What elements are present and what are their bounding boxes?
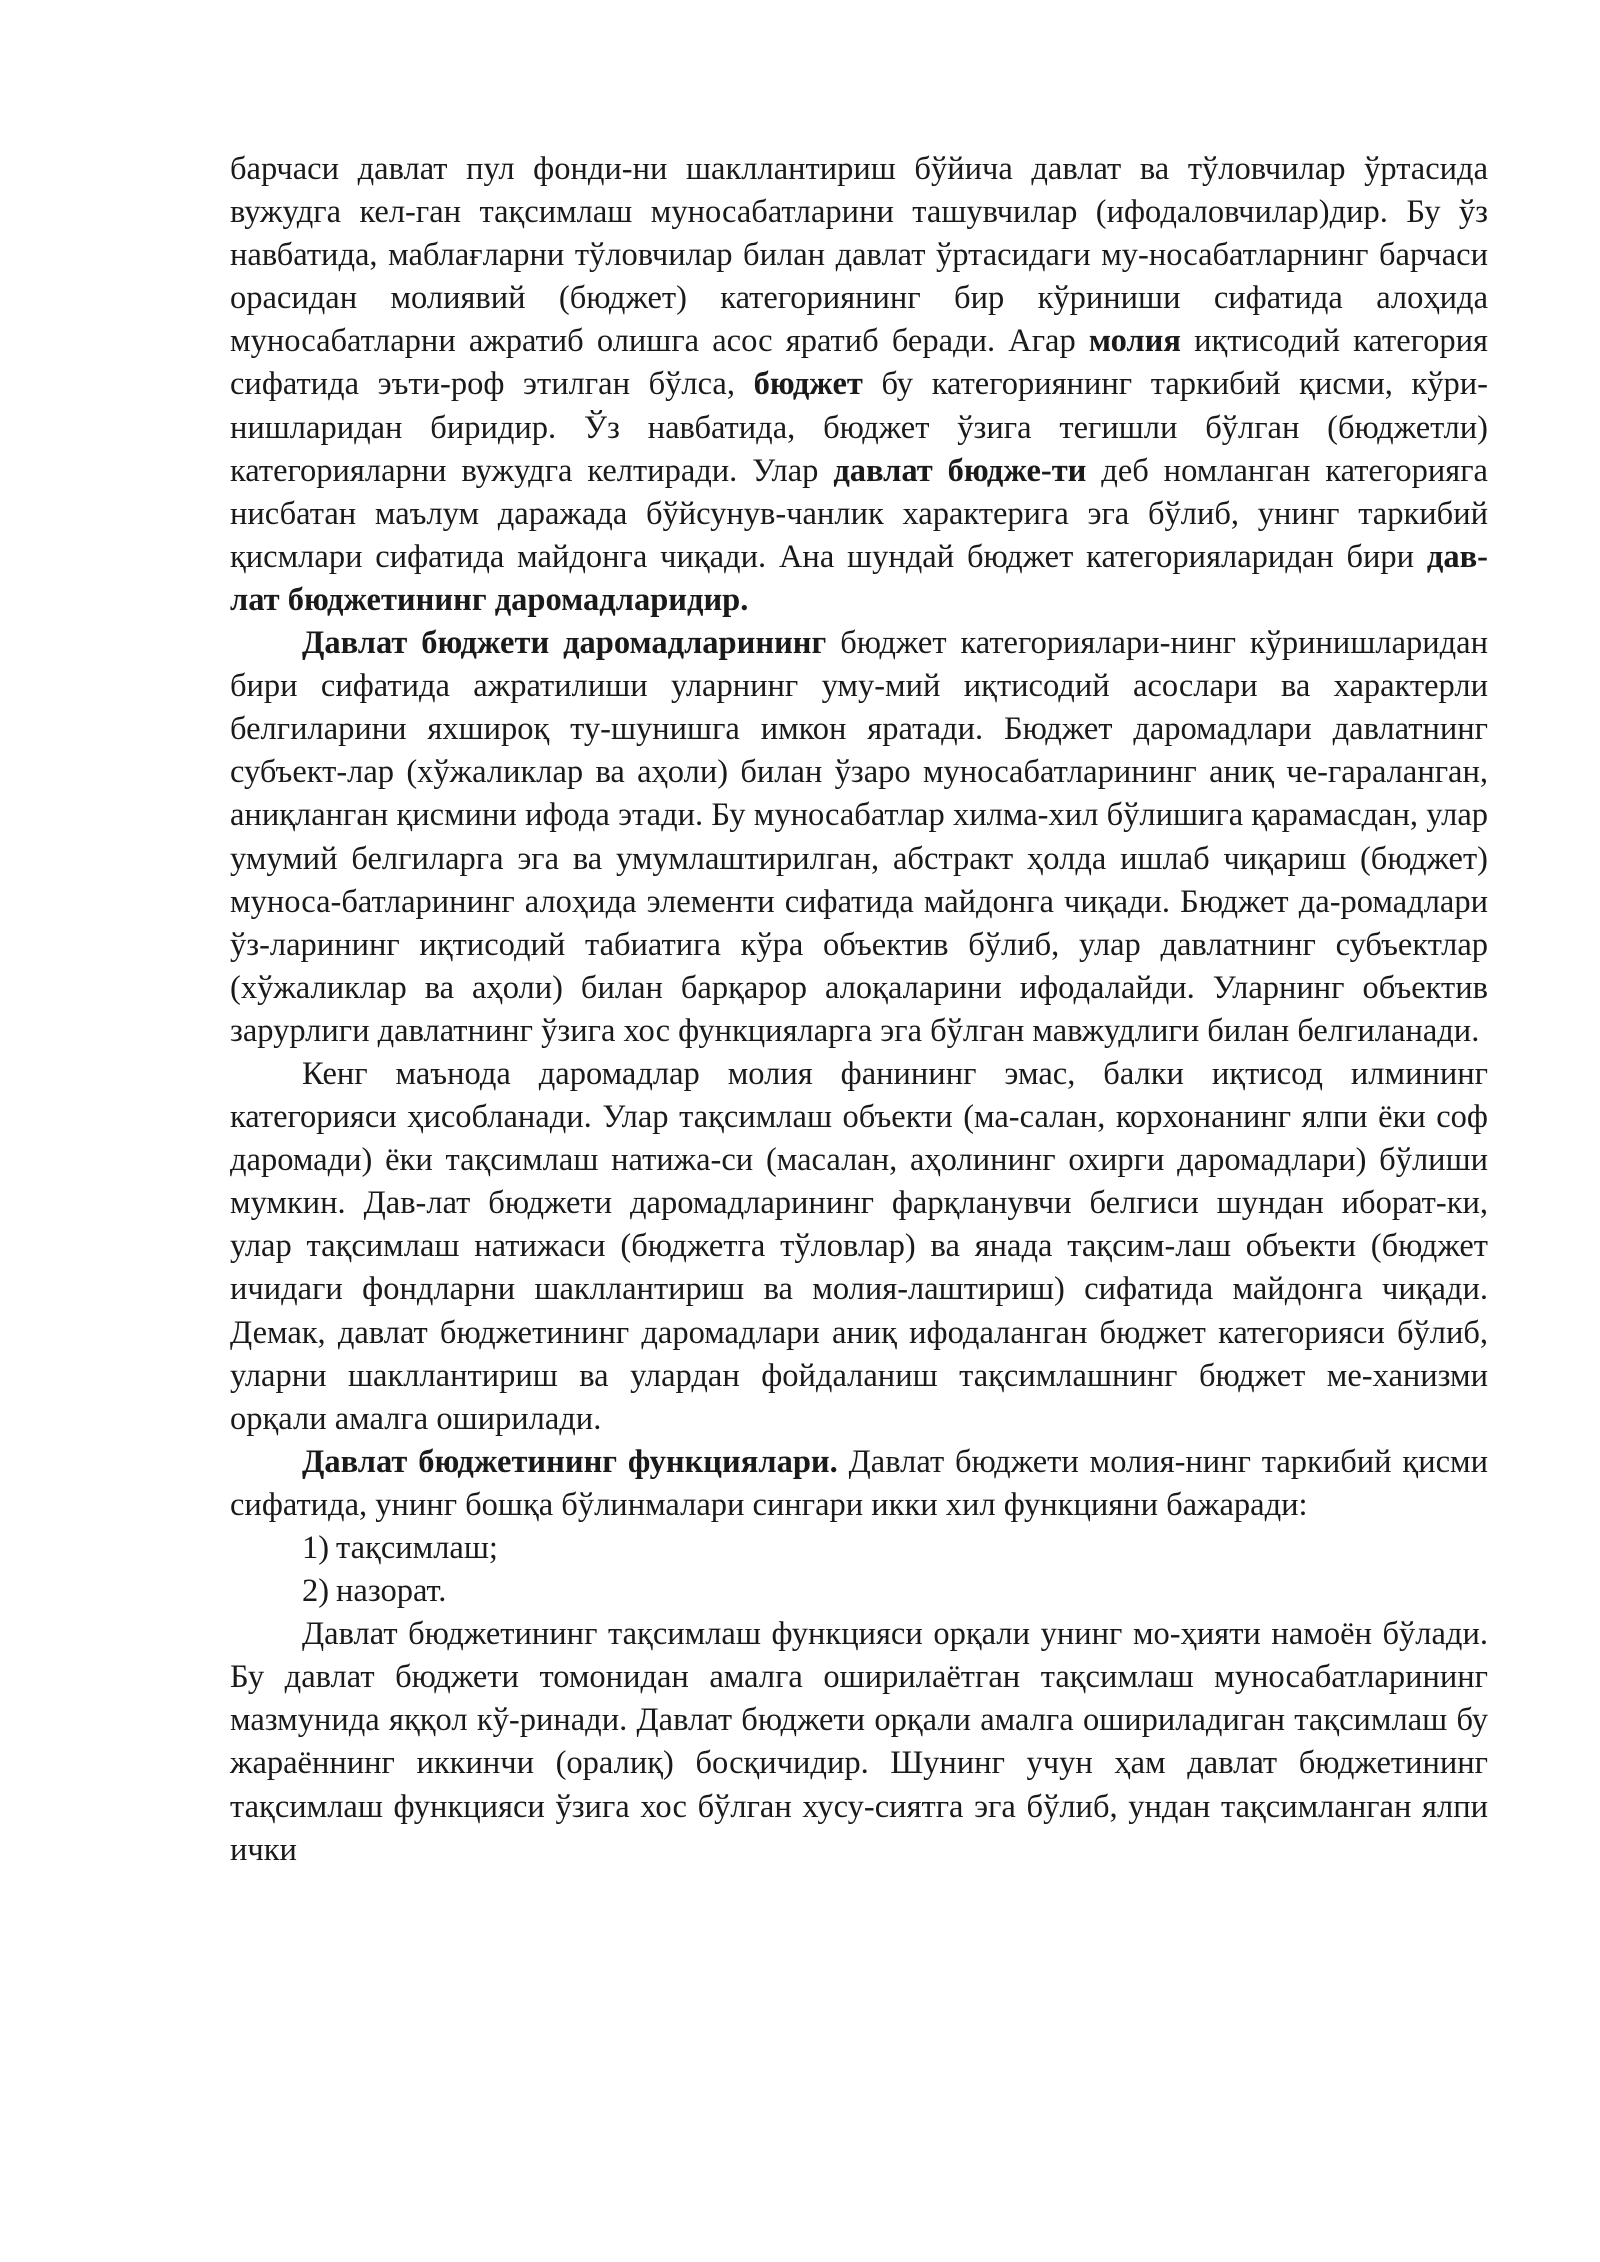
text-run: Давлат бюджетининг тақсимлаш функцияси орқали унинг мо-ҳияти намоён бўлади. Бу давлат бюджети томонидан амалга оширилаётган тақсимлаш муносабатларининг мазмунида яққол кў-ринади. Давлат бюджети орқали амалга ошириладиган тақсимлаш бу жараённинг иккинчи (оралиқ) босқичидир. Шунинг учун ҳам давлат бюджетининг тақсимлаш функцияси ўзига хос бўлган хусу-сиятга эга бўлиб, ундан тақсимланган ялпи ички <box>230 1616 1488 1868</box>
paragraph-3 <box>230 1053 1488 1441</box>
text-run: иқтисодий категория сифатида эъти-роф этилган бўлса, <box>230 323 1489 403</box>
bold-term-davlat-byudjeti: давлат бюдже-ти <box>833 452 1087 489</box>
list-item-number: 2) <box>302 1573 330 1610</box>
text-run: деб номланган категорияга нисбатан маълум даражада бўйсунув-чанлик характерига эга бўлиб, унинг таркибий қисмлари сифатида майдонга чиқади. Ана шундай бюджет категорияларидан бири <box>230 452 1488 575</box>
list-item-text: назорат. <box>336 1573 447 1610</box>
function-list <box>230 1527 1488 1613</box>
paragraph-5 <box>230 1613 1488 1872</box>
list-item <box>230 1527 1488 1570</box>
paragraph-1 <box>230 148 1488 622</box>
bold-heading-daromadlar: Давлат бюджети даромадларининг <box>302 625 827 662</box>
bold-term-moliya: молия <box>1088 323 1181 360</box>
bold-term-byudjet: бюджет <box>753 366 863 403</box>
text-run: Кенг маънода даромадлар молия фанининг эмас, балки иқтисод илмининг категорияси ҳисобланади. Улар тақсимлаш объекти (ма-салан, корхонанинг ялпи ёки соф даромади) ёки тақсимлаш натижа-си (масалан, аҳолининг охирги даромадлари) бўлиши мумкин. Дав-лат бюджети даромадларининг фарқланувчи белгиси шундан иборат-ки, улар тақсимлаш натижаси (бюджетга тўловлар) ва янада тақсим-лаш объекти (бюджет ичидаги фондларни шакллантириш ва молия-лаштириш) сифатида майдонга чиқади. Демак, давлат бюджетининг даромадлари аниқ ифодаланган бюджет категорияси бўлиб, уларни шакллантириш ва улардан фойдаланиш тақсимлашнинг бюджет ме-ханизми орқали амалга оширилади. <box>230 1055 1488 1437</box>
text-run: бу категориянинг таркибий қисми, кўри-нишларидан биридир. Ўз навбатида, бюджет ўзига тегишли бўлган (бюджетли) категорияларни вужудга келтиради. Улар <box>230 366 1488 489</box>
list-item-text: тақсимлаш; <box>336 1530 498 1566</box>
text-run: бюджет категориялари-нинг кўринишларидан бири сифатида ажратилиши уларнинг уму-мий иқтисодий асослари ва характерли белгиларини яхшироқ ту-шунишга имкон яратади. Бюджет даромадлари давлатнинг субъект-лар (хўжаликлар ва аҳоли) билан ўзаро муносабатларининг аниқ че-гараланган, аниқланган қисмини ифода этади. Бу муносабатлар хилма-хил бўлишига қарамасдан, улар умумий белгиларга эга ва умумлаштирилган, абстракт ҳолда ишлаб чиқариш (бюджет) муноса-батларининг алоҳида элементи сифатида майдонга чиқади. Бюджет да-ромадлари ўз-ларининг иқтисодий табиатига кўра объектив бўлиб, улар давлатнинг субъектлар (хўжаликлар ва аҳоли) билан барқарор алоқаларини ифодалайди. Уларнинг объектив зарурлиги давлатнинг ўзига хос функцияларга эга бўлган мавжудлиги билан белгиланади. <box>230 625 1488 1049</box>
bold-heading-funktsiyalar: Давлат бюджетининг функциялари. <box>302 1443 838 1480</box>
list-item <box>230 1570 1488 1613</box>
text-run: барчаси давлат пул фонди-ни шакллантириш бўйича давлат ва тўловчилар ўртасида вужудга кел-ган тақсимлаш муносабатларини ташувчилар (ифодаловчилар)дир. Бу ўз навбатида, маблағларни тўловчилар билан давлат ўртасидаги му-носабатларнинг барчаси орасидан молиявий (бюджет) категориянинг бир кўриниши сифатида алоҳида муносабатларни ажратиб олишга асос яратиб беради. Агар <box>230 151 1488 360</box>
paragraph-2 <box>230 622 1488 1053</box>
text-run: Давлат бюджети молия-нинг таркибий қисми сифатида, унинг бошқа бўлинмалари сингари икки хил функцияни бажаради: <box>230 1443 1488 1523</box>
document-body <box>230 148 1488 1872</box>
paragraph-4 <box>230 1441 1488 1527</box>
list-item-number: 1) <box>302 1530 330 1566</box>
bold-term-daromadlar: дав-лат бюджетининг даромадларидир. <box>230 538 1488 618</box>
